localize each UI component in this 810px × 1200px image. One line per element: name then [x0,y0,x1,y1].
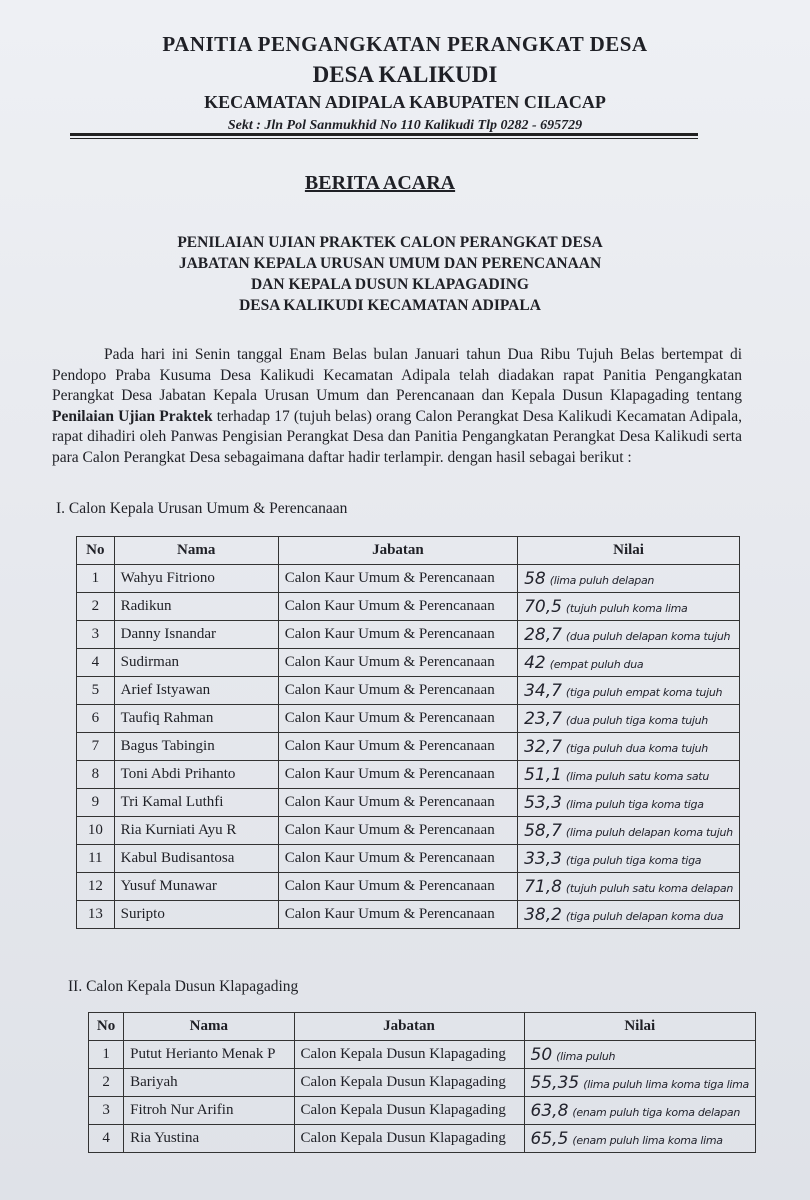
cell-jabatan: Calon Kaur Umum & Perencanaan [278,873,517,901]
score-words: (tujuh puluh satu koma delapan [565,881,733,895]
table-row [77,761,740,789]
table-row [77,649,740,677]
cell-nilai [518,621,740,649]
column-header-nilai: Nilai [524,1013,755,1041]
header-village: DESA KALIKUDI [312,62,498,87]
cell-jabatan: Calon Kepala Dusun Klapagading [294,1041,524,1069]
cell-nama: Taufiq Rahman [114,705,278,733]
handwritten-score [524,569,654,589]
column-header-nama: Nama [114,537,278,565]
score-number: 28,7 [524,624,562,645]
table-header-row [77,537,740,565]
score-number: 42 [524,652,546,673]
handwritten-score [524,765,709,785]
cell-nama: Bagus Tabingin [114,733,278,761]
cell-nama: Kabul Budisantosa [114,845,278,873]
cell-no: 3 [77,621,115,649]
handwritten-score [524,737,708,757]
cell-nama: Tri Kamal Luthfi [114,789,278,817]
cell-nilai [518,761,740,789]
cell-no: 11 [77,845,115,873]
table-row [89,1097,756,1125]
paragraph-text: terhadap 17 (tujuh belas) orang Calon Perangkat Desa Kalikudi Kecamatan Adipala, rapat dihadiri oleh Panwas Pengisian Perangkat Desa dan Panitia Pengangkatan Perangkat Desa Kalikudi serta para Calon Perangkat Desa sebagaimana daftar hadir terlampir. dengan hasil sebagai berikut : [52,407,743,466]
score-words: (enam puluh lima koma lima [572,1133,723,1147]
score-words: (lima puluh delapan [549,573,655,587]
cell-jabatan: Calon Kaur Umum & Perencanaan [278,593,517,621]
subtitle-line: DESA KALIKUDI KECAMATAN ADIPALA [239,297,541,314]
score-number: 63,8 [530,1100,569,1121]
document-title: BERITA ACARA [304,172,456,194]
table-row [77,621,740,649]
cell-nama: Ria Yustina [124,1125,294,1153]
score-number: 32,7 [524,736,562,757]
cell-nilai [518,901,740,929]
results-table-kaur [76,536,740,929]
cell-nilai [524,1041,755,1069]
score-number: 51,1 [524,764,562,785]
cell-no: 8 [77,761,115,789]
score-number: 70,5 [524,596,562,617]
score-words: (lima puluh lima koma tiga lima [583,1077,749,1091]
subtitle-line: PENILAIAN UJIAN PRAKTEK CALON PERANGKAT DESA [177,234,603,251]
paragraph-bold-text: Penilaian Ujian Praktek [52,407,213,425]
cell-nilai [518,593,740,621]
cell-nilai [518,817,740,845]
cell-nama: Sudirman [114,649,278,677]
score-words: (tiga puluh delapan koma dua [565,909,724,923]
score-number: 65,5 [530,1128,569,1149]
cell-jabatan: Calon Kaur Umum & Perencanaan [278,705,517,733]
cell-jabatan: Calon Kaur Umum & Perencanaan [278,733,517,761]
cell-nilai [518,677,740,705]
cell-nilai [518,565,740,593]
score-words: (dua puluh delapan koma tujuh [565,629,731,643]
score-number: 55,35 [530,1072,580,1093]
cell-no: 1 [89,1041,124,1069]
subtitle-line: JABATAN KEPALA URUSAN UMUM DAN PERENCANAAN [178,255,602,272]
handwritten-score [531,1073,749,1093]
cell-no: 2 [77,593,115,621]
cell-jabatan: Calon Kaur Umum & Perencanaan [278,789,517,817]
table-row [77,677,740,705]
header-address: Sekt : Jln Pol Sanmukhid No 110 Kalikudi Tlp 0282 - 695729 [227,118,583,133]
cell-jabatan: Calon Kaur Umum & Perencanaan [278,677,517,705]
cell-nilai [524,1069,755,1097]
column-header-nama: Nama [124,1013,294,1041]
cell-jabatan: Calon Kaur Umum & Perencanaan [278,761,517,789]
table-row [77,565,740,593]
cell-jabatan: Calon Kaur Umum & Perencanaan [278,845,517,873]
cell-no: 2 [89,1069,124,1097]
score-words: (tiga puluh dua koma tujuh [565,741,708,755]
column-header-jabatan: Jabatan [278,537,517,565]
cell-no: 9 [77,789,115,817]
cell-jabatan: Calon Kepala Dusun Klapagading [294,1069,524,1097]
table-row [77,873,740,901]
handwritten-score [524,709,708,729]
cell-no: 1 [77,565,115,593]
table-row [77,901,740,929]
table-row [89,1041,756,1069]
cell-nama: Radikun [114,593,278,621]
handwritten-score [531,1101,740,1121]
handwritten-score [524,681,722,701]
score-words: (lima puluh satu koma satu [565,769,709,783]
cell-nilai [518,705,740,733]
section-title-kaur: I. Calon Kepala Urusan Umum & Perencanaan [56,500,348,517]
score-words: (tiga puluh empat koma tujuh [565,685,723,699]
score-number: 33,3 [524,848,562,869]
cell-nilai [518,733,740,761]
handwritten-score [524,653,643,673]
cell-no: 12 [77,873,115,901]
cell-nilai [518,649,740,677]
score-words: (lima puluh tiga koma tiga [565,797,704,811]
cell-no: 5 [77,677,115,705]
cell-nilai [518,873,740,901]
table-row [77,789,740,817]
table-row [77,593,740,621]
handwritten-score [524,849,701,869]
cell-nama: Danny Isnandar [114,621,278,649]
handwritten-score [531,1129,723,1149]
table-row [77,733,740,761]
handwritten-score [524,597,687,617]
handwritten-score [524,625,730,645]
cell-jabatan: Calon Kaur Umum & Perencanaan [278,817,517,845]
score-number: 58 [524,568,546,589]
score-number: 34,7 [524,680,562,701]
cell-no: 4 [89,1125,124,1153]
cell-jabatan: Calon Kaur Umum & Perencanaan [278,649,517,677]
cell-no: 4 [77,649,115,677]
handwritten-score [531,1045,616,1065]
column-header-jabatan: Jabatan [294,1013,524,1041]
cell-nilai [518,789,740,817]
header-district: KECAMATAN ADIPALA KABUPATEN CILACAP [204,92,606,112]
score-number: 71,8 [524,876,562,897]
subtitle-line: DAN KEPALA DUSUN KLAPAGADING [250,276,529,293]
cell-nama: Arief Istyawan [114,677,278,705]
score-words: (lima puluh delapan koma tujuh [565,825,733,839]
handwritten-score [524,877,733,897]
score-number: 53,3 [524,792,562,813]
score-words: (lima puluh [556,1049,616,1063]
section-title-kadus: II. Calon Kepala Dusun Klapagading [68,978,299,995]
header-rule-thin [70,138,698,139]
cell-no: 7 [77,733,115,761]
handwritten-score [524,821,733,841]
cell-jabatan: Calon Kaur Umum & Perencanaan [278,901,517,929]
score-number: 38,2 [524,904,562,925]
score-words: (empat puluh dua [549,657,644,671]
cell-no: 13 [77,901,115,929]
score-words: (tiga puluh tiga koma tiga [565,853,702,867]
table-header-row [89,1013,756,1041]
table-row [89,1125,756,1153]
score-words: (tujuh puluh koma lima [565,601,688,615]
cell-nama: Fitroh Nur Arifin [124,1097,294,1125]
score-number: 23,7 [524,708,562,729]
table-row [77,705,740,733]
table-row [77,817,740,845]
body-paragraph [52,345,742,468]
column-header-no: No [89,1013,124,1041]
cell-no: 6 [77,705,115,733]
cell-nama: Wahyu Fitriono [114,565,278,593]
column-header-no: No [77,537,115,565]
cell-nama: Toni Abdi Prihanto [114,761,278,789]
cell-nilai [524,1097,755,1125]
header-organization: PANITIA PENGANGKATAN PERANGKAT DESA [162,32,648,56]
cell-nama: Bariyah [124,1069,294,1097]
cell-no: 10 [77,817,115,845]
results-table-kadus [88,1012,756,1153]
cell-jabatan: Calon Kaur Umum & Perencanaan [278,621,517,649]
document-subtitle [0,232,780,316]
table-row [77,845,740,873]
header-rule-thick [70,133,698,136]
handwritten-score [524,905,723,925]
score-words: (enam puluh tiga koma delapan [572,1105,741,1119]
cell-no: 3 [89,1097,124,1125]
cell-nama: Putut Herianto Menak P [124,1041,294,1069]
score-number: 50 [530,1044,553,1065]
cell-nama: Yusuf Munawar [114,873,278,901]
handwritten-score [524,793,704,813]
score-words: (dua puluh tiga koma tujuh [565,713,708,727]
cell-jabatan: Calon Kaur Umum & Perencanaan [278,565,517,593]
cell-jabatan: Calon Kepala Dusun Klapagading [294,1125,524,1153]
score-number: 58,7 [524,820,562,841]
cell-nilai [518,845,740,873]
paragraph-text: Pada hari ini Senin tanggal Enam Belas bulan Januari tahun Dua Ribu Tujuh Belas bertempat di Pendopo Praba Kusuma Desa Kalikudi Kecamatan Adipala telah diadakan rapat Panitia Pengangkatan Perangkat Desa Jabatan Kepala Urusan Umum dan Perencanaan dan Kepala Dusun Klapagading tentang [52,346,742,404]
cell-nilai [524,1125,755,1153]
column-header-nilai: Nilai [518,537,740,565]
cell-nama: Suripto [114,901,278,929]
table-row [89,1069,756,1097]
cell-jabatan: Calon Kepala Dusun Klapagading [294,1097,524,1125]
cell-nama: Ria Kurniati Ayu R [114,817,278,845]
